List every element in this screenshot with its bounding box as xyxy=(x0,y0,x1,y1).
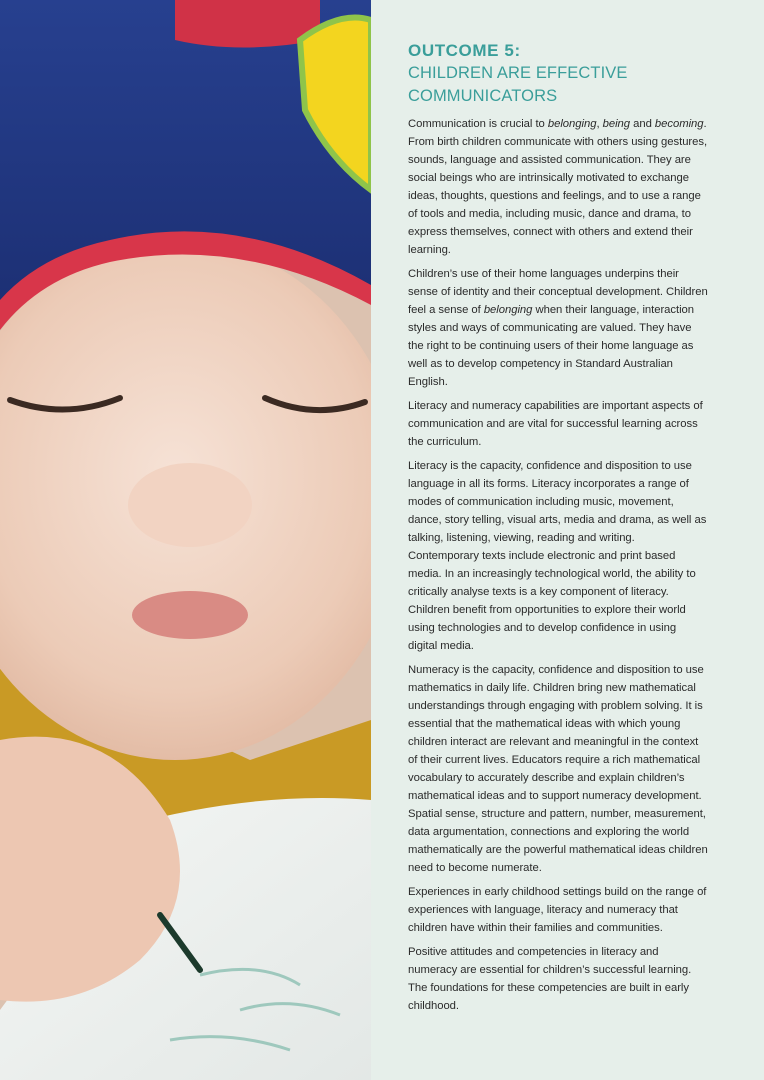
text-run: . From birth children communicate with others using gestures, sounds, language and assisted communication. They are social beings who are intrinsically motivated to exchange ideas, thoughts, questions and feelings, and to use a range of tools and media, including music, dance and drama, to express themselves, connect with others and extend their learning. xyxy=(408,118,708,256)
paragraph-home-languages xyxy=(408,265,708,391)
mouth-shape xyxy=(132,591,248,639)
outcome-content xyxy=(408,40,708,1021)
paragraph-literacy-numeracy: Literacy and numeracy capabilities are important aspects of communication and are vital for successful learning across the curriculum. xyxy=(408,400,703,448)
italic-belonging: belonging xyxy=(483,304,533,316)
outcome-number: OUTCOME 5: xyxy=(408,41,521,60)
paragraph-communication xyxy=(408,115,708,259)
text-run: when their language, interaction styles and ways of communicating are valued. They have the right to be continuing users of their home language as well as to develop competency in Standard Australian English. xyxy=(408,304,695,388)
italic-being: being xyxy=(602,118,631,130)
outcome-title-line-1: CHILDREN ARE EFFECTIVE xyxy=(408,64,628,82)
text-run: Communication is crucial to xyxy=(408,118,548,130)
paragraph-positive-attitudes: Positive attitudes and competencies in literacy and numeracy are essential for children’s successful learning. The foundations for these competencies are built in early childhood. xyxy=(408,946,692,1012)
photo-illustration xyxy=(0,0,371,1080)
nose-shape xyxy=(128,463,252,547)
text-run: and xyxy=(630,118,655,130)
text-panel xyxy=(371,0,764,1080)
paragraph-numeracy: Numeracy is the capacity, confidence and disposition to use mathematics in daily life. Children bring new mathematical understandings through engaging with problem solving. It is essential that the mathematical ideas with which young children interact are relevant and meaningful in the context of their current lives. Educators require a rich mathematical vocabulary to accurately describe and explain children’s mathematical ideas and to support numeracy development. Spatial sense, structure and pattern, number, measurement, data argumentation, connections and exploring the world mathematically are the powerful mathematical ideas children need to become numerate. xyxy=(408,664,708,874)
text-run: , xyxy=(596,118,603,130)
italic-belonging: belonging xyxy=(547,118,597,130)
outcome-title-line-2: COMMUNICATORS xyxy=(408,87,558,105)
paragraph-literacy: Literacy is the capacity, confidence and disposition to use language in all its forms. Literacy incorporates a range of modes of communication including music, movement, dance, story telling, visual arts, media and drama, as well as talking, listening, viewing, reading and writing. Contemporary texts include electronic and print based media. In an increasingly technological world, the ability to critically analyse texts is a key component of literacy. Children benefit from opportunities to explore their world using technologies and to develop confidence in using digital media. xyxy=(408,460,707,652)
paragraph-experiences: Experiences in early childhood settings build on the range of experiences with language, literacy and numeracy that children have within their families and communities. xyxy=(408,886,707,934)
text-run: Children’s use of their home languages underpins their sense of identity and their conceptual development. Children feel a sense of xyxy=(408,268,708,316)
child-drawing-photo xyxy=(0,0,371,1080)
outcome-heading xyxy=(408,40,708,108)
italic-becoming: becoming xyxy=(654,118,704,130)
